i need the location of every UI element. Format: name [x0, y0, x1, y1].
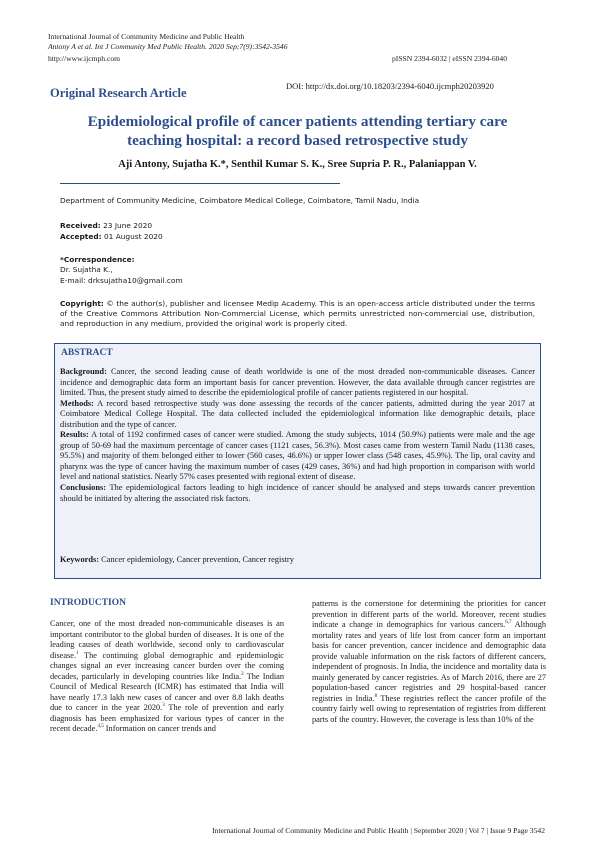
- copyright-label: Copyright:: [60, 299, 104, 308]
- intro-text: Information on cancer trends and: [103, 724, 216, 733]
- accepted-date: [60, 232, 163, 242]
- journal-name: International Journal of Community Medicine and Public Health: [48, 32, 245, 41]
- doi-link[interactable]: DOI: http://dx.doi.org/10.18203/2394-6040.ijcmph20203920: [286, 81, 494, 91]
- intro-text: The Indian Council of Medical Research (ICMR) has estimated that India will have nearly 17.3 lakh new cases of cancer and over 8.8 lakh deaths due to cancer in the year 2020.: [50, 671, 285, 712]
- intro-text: patterns is the cornerstone for determining the priorities for cancer prevention in different parts of the world. Moreover, recent studies indicate a change in demographics for various cancers.: [312, 599, 546, 629]
- intro-text: Although mortality rates and years of life lost from cancer form an important basis for cancer prevention, cancer incidence and demographic data provide valuable information on the risk factors of different cancers, independent of prognosis. In India, the incidence and mortality data is mainly generated by cancer registries. As of March 2016, there are 27 population-based cancer registries and 29 hospital-based cancer registries in India.: [312, 620, 546, 703]
- received-label: Received:: [60, 221, 101, 230]
- copyright: [60, 299, 535, 330]
- methods-text: A record based retrospective study was done assessing the records of the cancer patients, admitted during the year 2017 at Coimbatore Medical College Hospital. The data collected included the epidemiological information like demographic details, place distribution and the type of cancer.: [60, 398, 535, 429]
- received-date: [60, 221, 152, 231]
- copyright-text: © the author(s), publisher and licensee Medip Academy. This is an open-access article distributed under the terms of the Creative Commons Attribution Non-Commercial License, which permits unrestricted non-commercial use, distribution, and reproduction in any medium, provided the original work is properly cited.: [60, 299, 535, 329]
- conclusions-text: The epidemiological factors leading to high incidence of cancer should be analysed and steps towards cancer prevention should be initiated by altering the associated risk factors.: [60, 483, 535, 503]
- abstract-conclusions: [60, 483, 535, 504]
- abstract-background: [60, 367, 535, 399]
- authors: Aji Antony, Sujatha K.*, Senthil Kumar S. K., Sree Supria P. R., Palaniappan V.: [118, 159, 477, 170]
- correspondence-heading: *Correspondence:: [60, 255, 135, 264]
- intro-text: The continuing global demographic and epidemiologic changes signal an ever increasing cancer burden over the coming decades, particularly in developing countries like India.: [50, 650, 284, 681]
- title-line-2: teaching hospital: a record based retrospective study: [127, 132, 468, 149]
- citation-ref[interactable]: 3: [162, 703, 165, 709]
- background-text: Cancer, the second leading cause of death worldwide is one of the most dreaded non-communicable diseases. Cancer incidence and demographic data form an important basis for cancer prevention. However, the data available through cancer registries are limited. Thus, the present study aimed to describe the epidemiological profile of cancer patients registered in our hospital.: [60, 367, 535, 398]
- journal-url[interactable]: http://www.ijcmph.com: [48, 54, 121, 63]
- intro-paragraph-1: [50, 619, 284, 735]
- abstract-methods: [60, 399, 535, 431]
- conclusions-label: Conclusions:: [60, 483, 107, 493]
- abstract-heading: ABSTRACT: [61, 348, 113, 358]
- intro-paragraph-2: [312, 599, 546, 725]
- intro-text: Cancer, one of the most dreaded non-communicable diseases is an important contributor to the global burden of diseases. It is one of the leading causes of death worldwide, second only to cardiovascular disease.: [50, 619, 284, 660]
- keywords-label: Keywords:: [60, 555, 100, 564]
- page-footer: International Journal of Community Medicine and Public Health | September 2020 | Vol 7 | Issue 9 Page 3542: [212, 826, 545, 835]
- correspondence-email[interactable]: E-mail: drksujatha10@gmail.com: [60, 276, 183, 285]
- citation: Antony A et al. Int J Community Med Public Health. 2020 Sep;7(9):3542-3546: [48, 42, 288, 51]
- title-divider: [60, 183, 340, 184]
- received-value: 23 June 2020: [103, 221, 153, 230]
- abstract-body: [60, 367, 535, 504]
- accepted-label: Accepted:: [60, 232, 102, 241]
- citation-ref[interactable]: 2: [241, 671, 244, 677]
- correspondence-label: [60, 255, 135, 265]
- intro-text: These registries reflect the cancer profile of the country fairly well owing to representation of registries from different parts of the country. However, the coverage is less than 10% of the: [312, 693, 546, 724]
- citation-ref[interactable]: 1: [76, 650, 79, 656]
- introduction-heading: INTRODUCTION: [50, 598, 127, 608]
- article-title: [60, 112, 535, 150]
- citation-ref[interactable]: 4,5: [97, 724, 104, 730]
- intro-column-2: [312, 599, 546, 725]
- issn: pISSN 2394-6032 | eISSN 2394-6040: [392, 54, 508, 63]
- correspondence-name: Dr. Sujatha K.,: [60, 265, 113, 274]
- citation-ref[interactable]: 8: [374, 693, 378, 699]
- affiliation: Department of Community Medicine, Coimbatore Medical College, Coimbatore, Tamil Nadu, India: [60, 196, 420, 205]
- background-label: Background:: [60, 367, 107, 376]
- intro-column-1: [50, 619, 284, 735]
- title-line-1: Epidemiological profile of cancer patients attending tertiary care: [87, 113, 508, 130]
- methods-label: Methods:: [60, 398, 94, 408]
- results-text: A total of 1192 confirmed cases of cancer were studied. Among the study subjects, 1014 (50.9%) patients were male and the age group of 50-69 had the maximum percentage of cancer cases (1121 cases, 56.3%). Most cases came from western Tamil Nadu (1138 cases, 95.5%) and majority of them belonged either to lower (560 cases, 46.6%) or upper lower class (548 cases, 45.9%). The lip, oral cavity and pharynx was the type of cancer having the maximum number of cases (429 cases, 36%) and had high proportion in comparison with world level and national statistics. Nearly 57% cases presented with regional extent of disease.: [60, 430, 535, 482]
- intro-text: The role of prevention and early diagnosis has been emphasized for various types of cancer in the recent decade.: [50, 703, 284, 733]
- keywords-text: Cancer epidemiology, Cancer prevention, Cancer registry: [101, 555, 294, 564]
- results-label: Results:: [60, 430, 89, 440]
- article-type: Original Research Article: [50, 86, 187, 100]
- citation-ref[interactable]: 6,7: [505, 620, 512, 626]
- keywords: [60, 555, 294, 564]
- accepted-value: 01 August 2020: [103, 232, 163, 241]
- abstract-results: [60, 430, 535, 483]
